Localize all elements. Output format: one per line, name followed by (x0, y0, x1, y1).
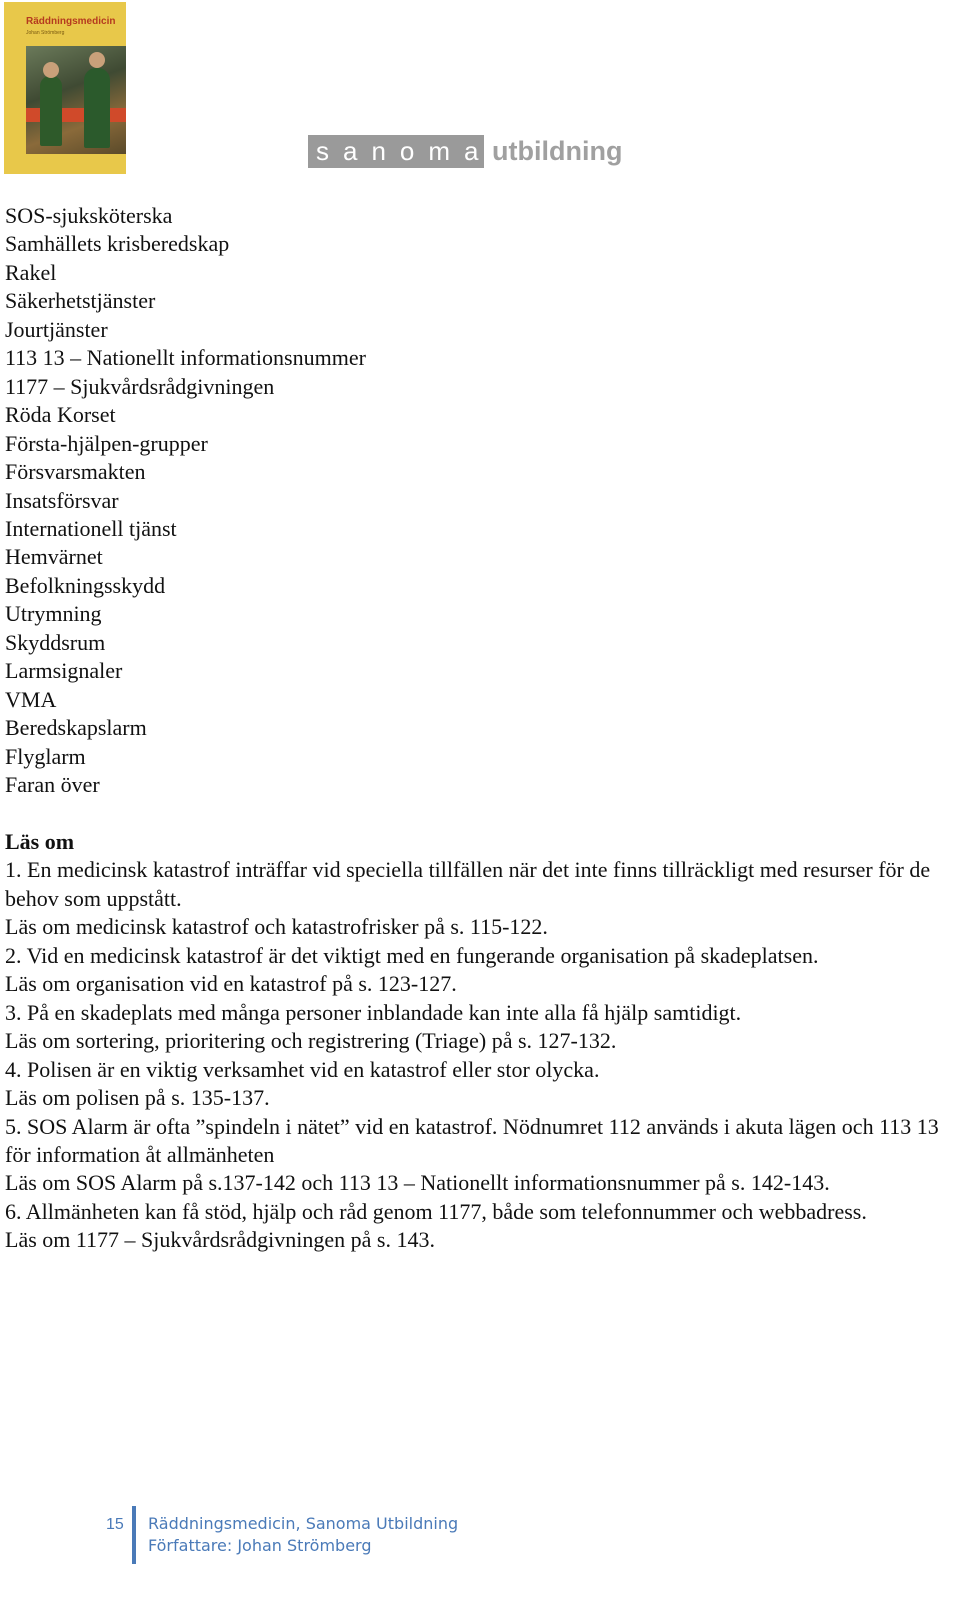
read-paragraph: 2. Vid en medicinsk katastrof är det viktigt med en fungerande organisation på skadeplatsen. (5, 942, 819, 968)
keyword-item: Faran över (5, 772, 100, 798)
keyword-item: Samhällets krisberedskap (5, 231, 230, 257)
keyword-item: Beredskapslarm (5, 715, 147, 741)
keyword-item: Första-hjälpen-grupper (5, 430, 208, 456)
footer-line-1: Räddningsmedicin, Sanoma Utbildning (148, 1514, 459, 1533)
footer-divider (132, 1506, 136, 1564)
keyword-item: Befolkningsskydd (5, 572, 166, 598)
keyword-item: Rakel (5, 259, 57, 285)
read-paragraph: Läs om 1177 – Sjukvårdsrådgivningen på s. 143. (5, 1227, 435, 1253)
read-paragraph: Läs om organisation vid en katastrof på s. 123-127. (5, 971, 457, 997)
read-paragraph: Läs om SOS Alarm på s.137-142 och 113 13 – Nationellt informationsnummer på s. 142-143. (5, 1170, 830, 1196)
read-paragraph: Läs om polisen på s. 135-137. (5, 1085, 270, 1111)
read-paragraph: Läs om sortering, prioritering och registrering (Triage) på s. 127-132. (5, 1028, 617, 1054)
keyword-item: Röda Korset (5, 402, 116, 428)
keyword-item: Försvarsmakten (5, 459, 146, 485)
keyword-item: VMA (5, 686, 57, 712)
page-number: 15 (106, 1516, 124, 1533)
cover-photo (26, 46, 126, 154)
keyword-item: Flyglarm (5, 743, 86, 769)
keyword-item: 1177 – Sjukvårdsrådgivningen (5, 373, 275, 399)
keyword-item: Insatsförsvar (5, 487, 119, 513)
page-footer (106, 1506, 458, 1564)
keyword-item: Larmsignaler (5, 658, 123, 684)
keyword-item: Jourtjänster (5, 316, 108, 342)
keyword-item: SOS-sjuksköterska (5, 203, 173, 228)
read-paragraph: Läs om medicinsk katastrof och katastrofrisker på s. 115-122. (5, 914, 548, 940)
read-paragraph: 3. På en skadeplats med många personer inblandade kan inte alla få hjälp samtidigt. (5, 999, 742, 1025)
read-paragraph: 4. Polisen är en viktig verksamhet vid en katastrof eller stor olycka. (5, 1056, 600, 1082)
publisher-logo (308, 135, 622, 168)
keyword-item: Säkerhetstjänster (5, 288, 156, 314)
cover-author: Johan Strömberg (26, 30, 65, 36)
footer-line-2: Författare: Johan Strömberg (148, 1536, 372, 1555)
footer-text (148, 1506, 458, 1564)
keyword-item: Internationell tjänst (5, 515, 177, 541)
logo-suffix: utbildning (492, 136, 623, 166)
cover-title: Räddningsmedicin (26, 16, 116, 27)
read-heading: Läs om (5, 829, 75, 854)
read-paragraph: 1. En medicinsk katastrof inträffar vid speciella tillfällen när det inte finns tillräckligt med resurser för de behov som uppstått. (5, 857, 931, 911)
keyword-item: 113 13 – Nationellt informationsnummer (5, 345, 366, 371)
read-section (5, 828, 945, 1255)
logo-brand: sanoma (308, 135, 484, 168)
keyword-item: Skyddsrum (5, 629, 106, 655)
book-cover (4, 2, 126, 174)
read-paragraph: 5. SOS Alarm är ofta ”spindeln i nätet” vid en katastrof. Nödnumret 112 används i akuta lägen och 113 13 för information åt allmänheten (5, 1113, 939, 1167)
keyword-item: Hemvärnet (5, 544, 103, 570)
keyword-list (5, 202, 366, 800)
read-paragraph: 6. Allmänheten kan få stöd, hjälp och råd genom 1177, både som telefonnummer och webbadress. (5, 1198, 867, 1224)
keyword-item: Utrymning (5, 601, 102, 627)
